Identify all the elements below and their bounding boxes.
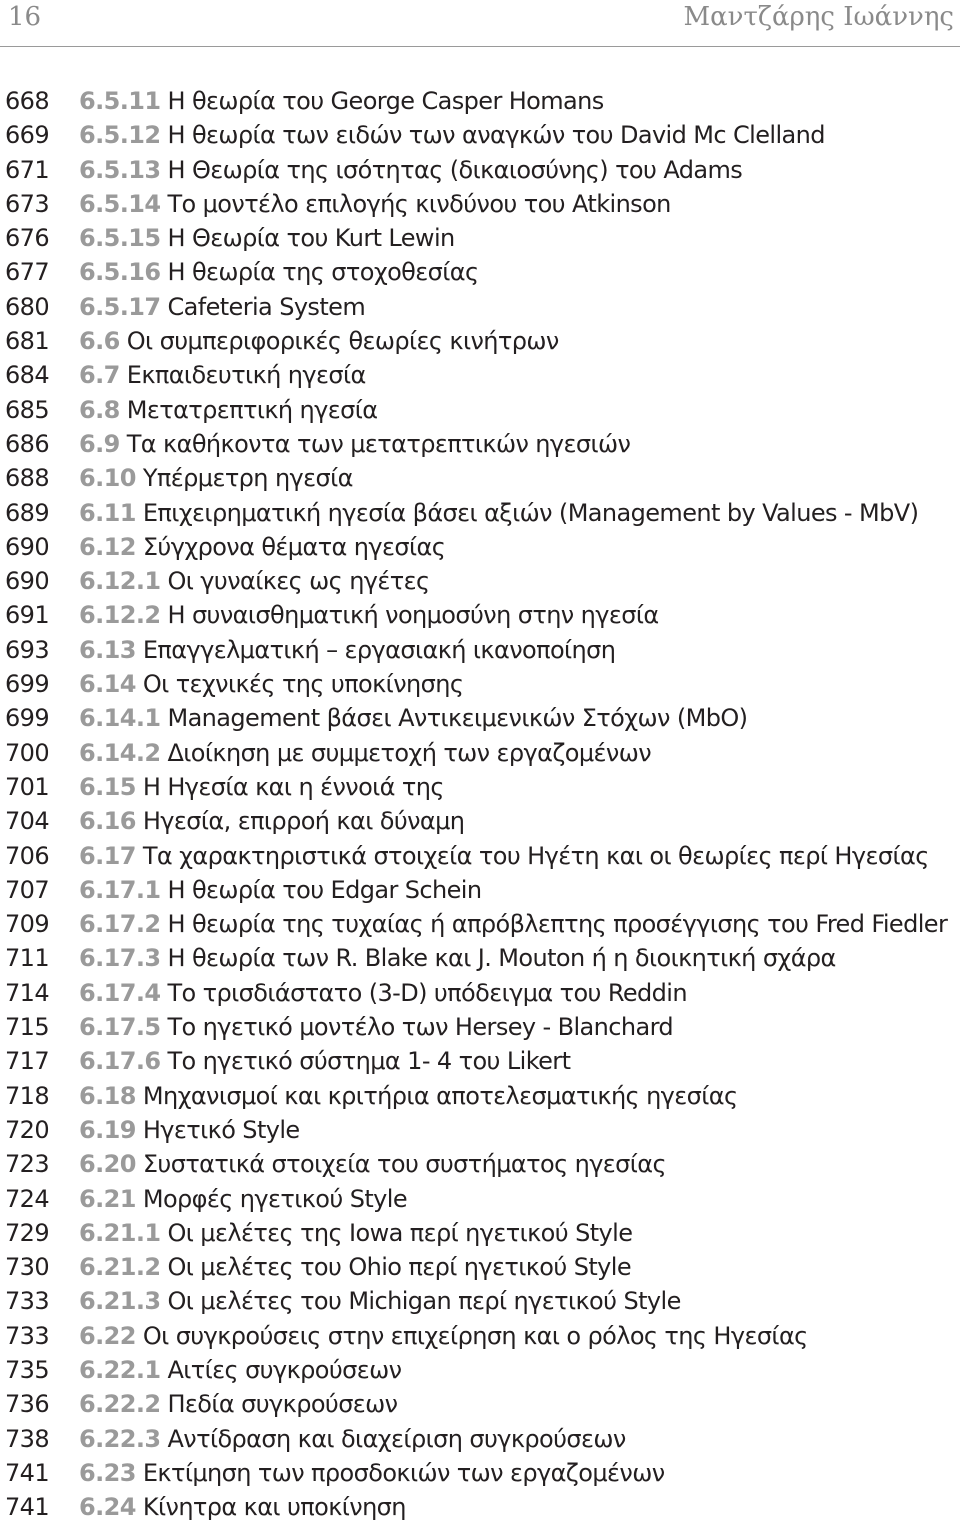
toc-section-number: 6.11 bbox=[79, 498, 136, 527]
toc-entry bbox=[0, 1147, 960, 1181]
toc-entry bbox=[0, 907, 960, 941]
toc-section-title: Υπέρμετρη ηγεσία bbox=[142, 464, 353, 493]
toc-section-number: 6.7 bbox=[79, 361, 120, 390]
toc-page-number: 730 bbox=[5, 1253, 50, 1282]
toc-entry bbox=[0, 1216, 960, 1250]
toc-page-number: 690 bbox=[5, 567, 50, 596]
toc-section-title: Μετατρεπτική ηγεσία bbox=[126, 395, 378, 424]
toc-section-title: Η θεωρία της τυχαίας ή απρόβλεπτης προσέγγισης του Fred Fiedler bbox=[167, 910, 948, 939]
toc-section-title: Η θεωρία των R. Blake και J. Mouton ή η διοικητική σχάρα bbox=[167, 944, 836, 973]
toc-entry bbox=[0, 701, 960, 735]
toc-section-number: 6.12.1 bbox=[79, 567, 161, 596]
toc-section-title: Η Ηγεσία και η έννοιά της bbox=[142, 772, 444, 801]
toc-page-number: 723 bbox=[5, 1150, 50, 1179]
toc-page-number: 690 bbox=[5, 532, 50, 561]
toc-entry bbox=[0, 1079, 960, 1113]
toc-section-number: 6.13 bbox=[79, 635, 136, 664]
toc-section-number: 6.23 bbox=[79, 1458, 136, 1487]
toc-entry bbox=[0, 393, 960, 427]
toc-section-number: 6.9 bbox=[79, 429, 120, 458]
toc-page-number: 718 bbox=[5, 1081, 50, 1110]
toc-section-number: 6.22.1 bbox=[79, 1355, 161, 1384]
toc-entry bbox=[0, 1010, 960, 1044]
page-header bbox=[0, 0, 960, 47]
toc-section-title: Το ηγετικό μοντέλο των Hersey - Blanchard bbox=[167, 1013, 674, 1042]
toc-section-title: Οι συμπεριφορικές θεωρίες κινήτρων bbox=[126, 327, 559, 356]
table-of-contents bbox=[0, 84, 960, 1524]
toc-entry bbox=[0, 118, 960, 152]
toc-section-number: 6.12.2 bbox=[79, 601, 161, 630]
toc-section-number: 6.8 bbox=[79, 395, 120, 424]
toc-entry bbox=[0, 1490, 960, 1524]
toc-section-title: Αντίδραση και διαχείριση συγκρούσεων bbox=[167, 1424, 626, 1453]
toc-section-title: Το τρισδιάστατο (3-D) υπόδειγμα του Reddin bbox=[167, 978, 687, 1007]
toc-section-title: Εκπαιδευτική ηγεσία bbox=[126, 361, 366, 390]
toc-page-number: 736 bbox=[5, 1390, 50, 1419]
toc-page-number: 693 bbox=[5, 635, 50, 664]
toc-section-number: 6.17.4 bbox=[79, 978, 161, 1007]
toc-section-number: 6.24 bbox=[79, 1493, 136, 1522]
toc-entry bbox=[0, 736, 960, 770]
toc-page-number: 680 bbox=[5, 292, 50, 321]
toc-entry bbox=[0, 1387, 960, 1421]
toc-section-number: 6.18 bbox=[79, 1081, 136, 1110]
toc-page-number: 729 bbox=[5, 1218, 50, 1247]
toc-section-title: Πεδία συγκρούσεων bbox=[167, 1390, 398, 1419]
toc-section-number: 6.22.2 bbox=[79, 1390, 161, 1419]
toc-page-number: 691 bbox=[5, 601, 50, 630]
toc-entry bbox=[0, 255, 960, 289]
toc-entry bbox=[0, 221, 960, 255]
toc-section-number: 6.22.3 bbox=[79, 1424, 161, 1453]
toc-page-number: 668 bbox=[5, 87, 50, 115]
toc-section-title: Η θεωρία του George Casper Homans bbox=[167, 87, 604, 115]
toc-section-title: Ηγετικό Style bbox=[142, 1115, 300, 1144]
toc-page-number: 669 bbox=[5, 121, 50, 150]
toc-section-number: 6.5.13 bbox=[79, 155, 161, 184]
toc-section-number: 6.17.3 bbox=[79, 944, 161, 973]
toc-page-number: 685 bbox=[5, 395, 50, 424]
toc-page-number: 735 bbox=[5, 1355, 50, 1384]
toc-page-number: 673 bbox=[5, 189, 50, 218]
toc-section-number: 6.21.2 bbox=[79, 1253, 161, 1282]
toc-entry bbox=[0, 1250, 960, 1284]
toc-entry bbox=[0, 153, 960, 187]
toc-entry bbox=[0, 1422, 960, 1456]
toc-page-number: 701 bbox=[5, 772, 50, 801]
toc-section-title: Σύγχρονα θέματα ηγεσίας bbox=[142, 532, 446, 561]
toc-section-number: 6.17.6 bbox=[79, 1047, 161, 1076]
toc-page-number: 724 bbox=[5, 1184, 50, 1213]
toc-section-title: Το μοντέλο επιλογής κινδύνου του Atkinson bbox=[167, 189, 671, 218]
toc-section-title: Η θεωρία της στοχοθεσίας bbox=[167, 258, 479, 287]
toc-page-number: 717 bbox=[5, 1047, 50, 1076]
toc-section-number: 6.17.2 bbox=[79, 910, 161, 939]
toc-page-number: 707 bbox=[5, 875, 50, 904]
toc-section-number: 6.17.5 bbox=[79, 1013, 161, 1042]
toc-section-title: Εκτίμηση των προσδοκιών των εργαζομένων bbox=[142, 1458, 665, 1487]
toc-section-number: 6.5.11 bbox=[79, 87, 161, 115]
toc-page-number: 699 bbox=[5, 670, 50, 699]
toc-page-number: 738 bbox=[5, 1424, 50, 1453]
toc-section-number: 6.21.1 bbox=[79, 1218, 161, 1247]
toc-entry bbox=[0, 358, 960, 392]
toc-entry bbox=[0, 633, 960, 667]
toc-page-number: 688 bbox=[5, 464, 50, 493]
toc-section-title: Η θεωρία των ειδών των αναγκών του David Mc Clelland bbox=[167, 121, 825, 150]
toc-section-number: 6.21.3 bbox=[79, 1287, 161, 1316]
toc-page-number: 741 bbox=[5, 1458, 50, 1487]
toc-section-title: Επιχειρηματική ηγεσία βάσει αξιών (Management by Values - MbV) bbox=[142, 498, 919, 527]
toc-section-title: Οι γυναίκες ως ηγέτες bbox=[167, 567, 430, 596]
toc-section-title: Η συναισθηματική νοημοσύνη στην ηγεσία bbox=[167, 601, 659, 630]
toc-entry bbox=[0, 976, 960, 1010]
toc-section-title: Ηγεσία, επιρροή και δύναμη bbox=[142, 807, 465, 836]
toc-section-title: Μηχανισμοί και κριτήρια αποτελεσματικής ηγεσίας bbox=[142, 1081, 738, 1110]
toc-section-number: 6.19 bbox=[79, 1115, 136, 1144]
toc-entry bbox=[0, 461, 960, 495]
toc-section-title: Οι μελέτες της Iowa περί ηγετικού Style bbox=[167, 1218, 633, 1247]
toc-page-number: 699 bbox=[5, 704, 50, 733]
toc-entry bbox=[0, 1044, 960, 1078]
toc-section-title: Διοίκηση με συμμετοχή των εργαζομένων bbox=[167, 738, 652, 767]
toc-page-number: 700 bbox=[5, 738, 50, 767]
toc-entry bbox=[0, 427, 960, 461]
toc-page-number: 671 bbox=[5, 155, 50, 184]
toc-section-title: Συστατικά στοιχεία του συστήματος ηγεσίας bbox=[142, 1150, 667, 1179]
toc-entry bbox=[0, 496, 960, 530]
toc-section-title: Τα χαρακτηριστικά στοιχεία του Ηγέτη και οι θεωρίες περί Ηγεσίας bbox=[142, 841, 929, 870]
toc-entry bbox=[0, 1113, 960, 1147]
toc-entry bbox=[0, 1353, 960, 1387]
toc-section-title: Cafeteria System bbox=[167, 292, 366, 321]
toc-page-number: 715 bbox=[5, 1013, 50, 1042]
toc-section-number: 6.5.15 bbox=[79, 224, 161, 253]
toc-page-number: 689 bbox=[5, 498, 50, 527]
toc-page-number: 709 bbox=[5, 910, 50, 939]
toc-entry bbox=[0, 873, 960, 907]
toc-section-number: 6.14.1 bbox=[79, 704, 161, 733]
toc-entry bbox=[0, 770, 960, 804]
toc-entry bbox=[0, 564, 960, 598]
author-name: Μαντζάρης Ιωάννης bbox=[683, 2, 954, 32]
toc-section-title: Μορφές ηγετικού Style bbox=[142, 1184, 407, 1213]
toc-entry bbox=[0, 84, 960, 118]
toc-section-number: 6.5.12 bbox=[79, 121, 161, 150]
toc-entry bbox=[0, 804, 960, 838]
toc-section-title: Κίνητρα και υποκίνηση bbox=[142, 1493, 406, 1522]
toc-section-number: 6.22 bbox=[79, 1321, 136, 1350]
toc-section-title: Η θεωρία του Edgar Schein bbox=[167, 875, 482, 904]
toc-section-title: Αιτίες συγκρούσεων bbox=[167, 1355, 402, 1384]
toc-entry bbox=[0, 530, 960, 564]
toc-section-title: Το ηγετικό σύστημα 1- 4 του Likert bbox=[167, 1047, 571, 1076]
toc-entry bbox=[0, 290, 960, 324]
toc-section-title: Οι μελέτες του Michigan περί ηγετικού Style bbox=[167, 1287, 681, 1316]
toc-section-title: Οι συγκρούσεις στην επιχείρηση και ο ρόλος της Ηγεσίας bbox=[142, 1321, 808, 1350]
toc-entry bbox=[0, 1182, 960, 1216]
toc-page-number: 704 bbox=[5, 807, 50, 836]
toc-page-number: 684 bbox=[5, 361, 50, 390]
toc-page-number: 686 bbox=[5, 429, 50, 458]
toc-section-number: 6.15 bbox=[79, 772, 136, 801]
toc-page-number: 676 bbox=[5, 224, 50, 253]
toc-section-number: 6.5.14 bbox=[79, 189, 161, 218]
toc-page-number: 733 bbox=[5, 1321, 50, 1350]
toc-entry bbox=[0, 1456, 960, 1490]
toc-section-title: Η Θεωρία της ισότητας (δικαιοσύνης) του Adams bbox=[167, 155, 743, 184]
toc-section-number: 6.6 bbox=[79, 327, 120, 356]
toc-page-number: 733 bbox=[5, 1287, 50, 1316]
toc-section-title: Η Θεωρία του Kurt Lewin bbox=[167, 224, 455, 253]
toc-section-title: Οι μελέτες του Ohio περί ηγετικού Style bbox=[167, 1253, 631, 1282]
toc-page-number: 741 bbox=[5, 1493, 50, 1522]
toc-section-title: Management βάσει Αντικειμενικών Στόχων (MbO) bbox=[167, 704, 748, 733]
toc-section-number: 6.20 bbox=[79, 1150, 136, 1179]
toc-section-title: Τα καθήκοντα των μετατρεπτικών ηγεσιών bbox=[126, 429, 631, 458]
toc-entry bbox=[0, 1284, 960, 1318]
toc-page-number: 681 bbox=[5, 327, 50, 356]
toc-section-number: 6.12 bbox=[79, 532, 136, 561]
toc-entry bbox=[0, 1319, 960, 1353]
toc-section-number: 6.21 bbox=[79, 1184, 136, 1213]
toc-entry bbox=[0, 839, 960, 873]
toc-section-number: 6.17.1 bbox=[79, 875, 161, 904]
toc-entry bbox=[0, 187, 960, 221]
toc-section-number: 6.10 bbox=[79, 464, 136, 493]
toc-section-number: 6.17 bbox=[79, 841, 136, 870]
toc-page-number: 706 bbox=[5, 841, 50, 870]
toc-section-number: 6.16 bbox=[79, 807, 136, 836]
toc-section-number: 6.5.17 bbox=[79, 292, 161, 321]
toc-section-number: 6.5.16 bbox=[79, 258, 161, 287]
toc-section-title: Οι τεχνικές της υποκίνησης bbox=[142, 670, 464, 699]
toc-section-title: Επαγγελματική – εργασιακή ικανοποίηση bbox=[142, 635, 616, 664]
page-number: 16 bbox=[8, 2, 42, 32]
toc-page-number: 714 bbox=[5, 978, 50, 1007]
toc-entry bbox=[0, 667, 960, 701]
toc-entry bbox=[0, 598, 960, 632]
toc-page-number: 720 bbox=[5, 1115, 50, 1144]
toc-page-number: 711 bbox=[5, 944, 50, 973]
toc-page-number: 677 bbox=[5, 258, 50, 287]
toc-entry bbox=[0, 324, 960, 358]
toc-section-number: 6.14.2 bbox=[79, 738, 161, 767]
toc-entry bbox=[0, 941, 960, 975]
toc-section-number: 6.14 bbox=[79, 670, 136, 699]
